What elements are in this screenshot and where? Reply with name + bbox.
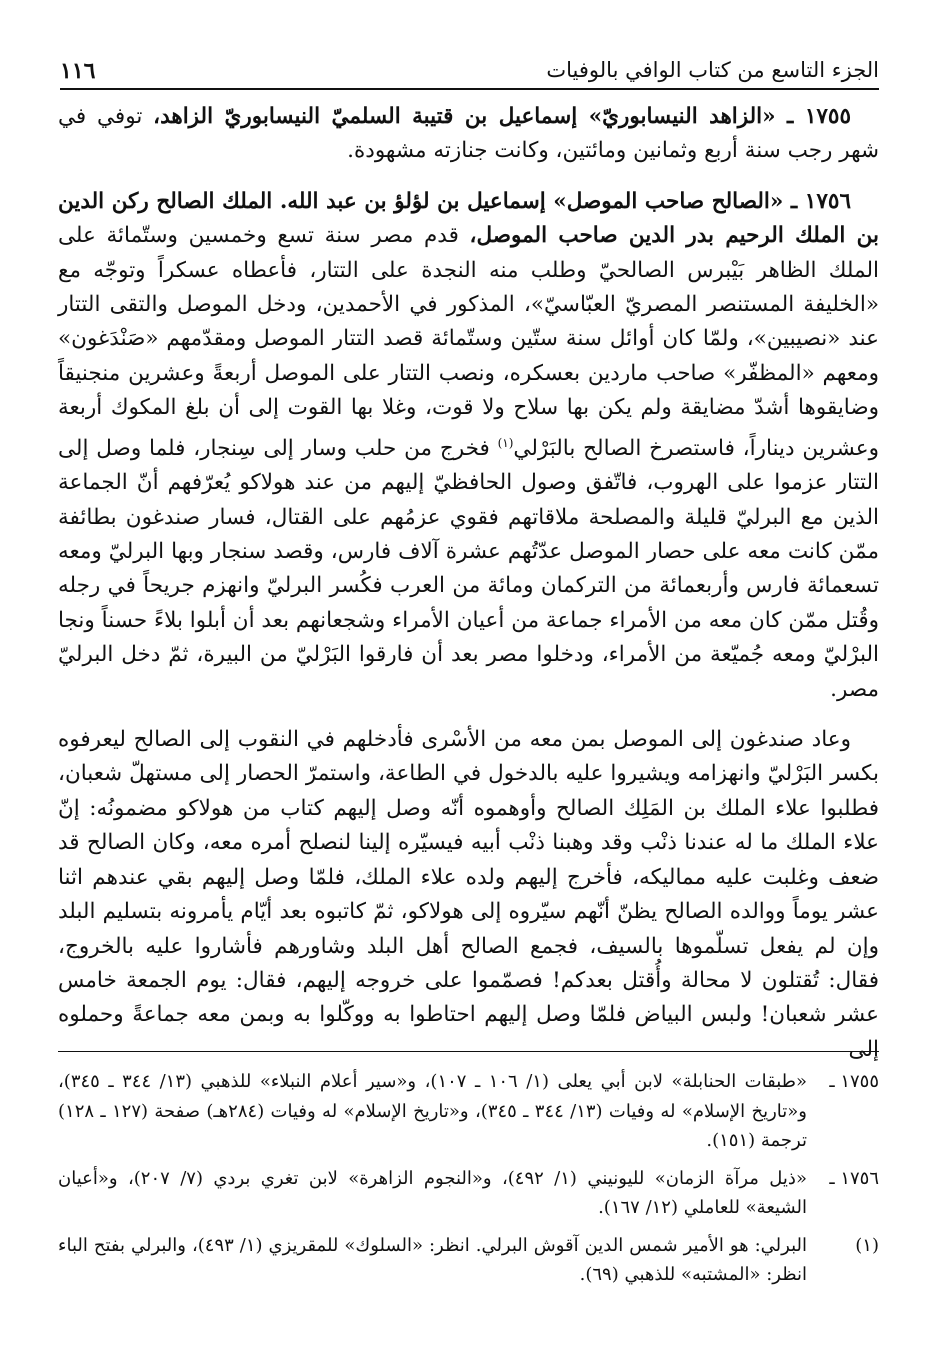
footnote-number: (١) [855, 1234, 879, 1256]
page-header [60, 38, 879, 90]
paragraph-2: وعاد صندغون إلى الموصل بمن معه من الأسْرى فأدخلهم في النقوب إلى الصالح ليعرفوه بكسر البَرْليّ وانهزامه ويشيروا عليه بالدخول في الطاعة، واستمرّ الحصار إلى مستهلّ شعبان، فطلبوا علاء الملك بن المَلِك الصالح وأوهموه أنّه وصل إليهم كتاب من هولاكو مضمونُه: إنّ علاء الملك ما له عندنا ذنْب وقد وهبنا ذنْب أبيه فيسيّره إلينا لنصلح أمره معه، وكان الصالح قد ضعف وغلبت عليه مماليكه، فأخرج إليهم ولده علاء الملك، فلمّا وصل إليهم بقي عندهم اثنا عشر يوماً ووالده الصالح يظنّ أنّهم سيّروه إلى هولاكو، ثمّ كاتبوه بعد أيّام يأمرونه بتسليم البلد وإن لم يفعل تسلّموها بالسيف، فجمع الصالح أهل البلد وشاورهم فأشاروا عليه بالخروج، فقال: تُقتلون لا محالة وأُقتل بعدكم! فصمّموا على خروجه إليهم، فقال: يوم الجمعة خامس عشر شعبان! ولبس البياض فلمّا وصل إليهم احتاطوا به ووكّلوا به وبمن معه جماعةً وحملوه إلى [58, 727, 879, 1062]
entry-1756-body-b: فخرج من حلب وسار إلى سِنجار، فلما وصل إلى التتار عزموا على الهروب، فاتّفق وصول الحافظيّ إليهم من عند هولاكو يُعرّفهم أنّ الجماعة الذين مع البرليّ قليلة والمصلحة ملاقاتهم فقوي عزمُهم على القتال، فسار صندغون بطائفة ممّن كانت معه على حصار الموصل عدّتُهم عشرة آلاف فارس، وقصد سنجار وبها البرليّ ومعه تسعمائة فارس وأربعمائة من التركمان ومائة من العرب فكُسر البرليّ وانهزم جريحاً في رجله وقُتل ممّن كان معه من الأمراء جماعة من أعيان الأمراء وشجعانهم بعد أن أبلوا بلاءً حسناً ونجا البرْليّ ومعه جُميّعة من الأمراء، ودخلوا مصر بعد أن فارقوا البَرْليّ من البيرة، ثمّ دخل البرليّ مصر. [58, 435, 879, 702]
footnote-number: ١٧٥٥ ـ [829, 1071, 879, 1092]
entry-1755-heading: ١٧٥٥ ـ «الزاهد النيسابوريّ» إسماعيل بن قتيبة السلميّ النيسابوريّ الزاهد، [153, 104, 852, 129]
footnote-text: «طبقات الحنابلة» لابن أبي يعلى (١/ ١٠٦ ـ ١٠٧)، و«سير أعلام النبلاء» للذهبي (١٣/ ٣٤٤ ـ ٣٤٥)، و«تاريخ الإسلام» له وفيات (١٣/ ٣٤٤ ـ ٣٤٥)، و«تاريخ الإسلام» له وفيات (٢٨٤هـ) صفحة (١٢٧ ـ ١٢٨) ترجمة (١٥١). [58, 1071, 807, 1151]
entry-1756-body-a: قدم مصر سنة تسع وخمسين وستّمائة على الملك الظاهر بَيْبرس الصالحيّ وطلب منه النجدة على التتار، فأعطاه عسكراً وتوجّه مع «الخليفة المستنصر المصريّ العبّاسيّ»، المذكور في الأحمدين، ودخل الموصل والتقى التتار عند «نصيبين»، ولمّا كان أوائل سنة ستّين وستّمائة قصد التتار الموصل ومقدّمهم «صَنْدَغون» ومعهم «المظفّر» صاحب ماردين بعسكره، ونصب التتار على الموصل أربعةً وعشرين منجنيقاً وضايقوها أشدّ مضايقة ولم يكن بها سلاح ولا قوت، وغلا بها القوت إلى أن بلغ المكوك أربعة وعشرين ديناراً، فاستصرخ الصالح بالبَرْلي [58, 223, 880, 461]
footnote-text: البرلي: هو الأمير شمس الدين آقوش البرلي. انظر: «السلوك» للمقريزي (١/ ٤٩٣)، والبرلي بفتح الباء انظر: «المشتبه» للذهبي (٦٩). [58, 1234, 807, 1285]
footnote-1755 [58, 1067, 879, 1156]
entry-1756 [58, 185, 879, 707]
entry-1755-body: توفي في شهر رجب سنة أربع وثمانين ومائتين، وكانت جنازته مشهودة. [58, 104, 879, 164]
entry-1756-heading: ١٧٥٦ ـ «الصالح صاحب الموصل» إسماعيل بن لؤلؤ بن عبد الله. الملك الصالح ركن الدين بن الملك الرحيم بدر الدين صاحب الموصل، [58, 188, 879, 249]
main-text [58, 100, 879, 1083]
footnote-number: ١٧٥٦ ـ [829, 1167, 879, 1189]
footnote-text: «ذيل مرآة الزمان» لليونيني (١/ ٤٩٢)، و«النجوم الزاهرة» لابن تغري بردي (٧/ ٢٠٧)، و«أعيان الشيعة» للعاملي (١٢/ ١٦٧). [58, 1167, 807, 1218]
footnotes [58, 1067, 879, 1298]
page-number: ١١٦ [60, 58, 96, 84]
footnote-1756 [58, 1164, 879, 1223]
running-title: الجزء التاسع من كتاب الوافي بالوفيات [546, 58, 879, 82]
footnote-divider [58, 1051, 879, 1052]
entry-1755 [58, 100, 879, 169]
footnote-1 [58, 1231, 879, 1290]
footnote-ref-1: (١) [497, 435, 514, 450]
